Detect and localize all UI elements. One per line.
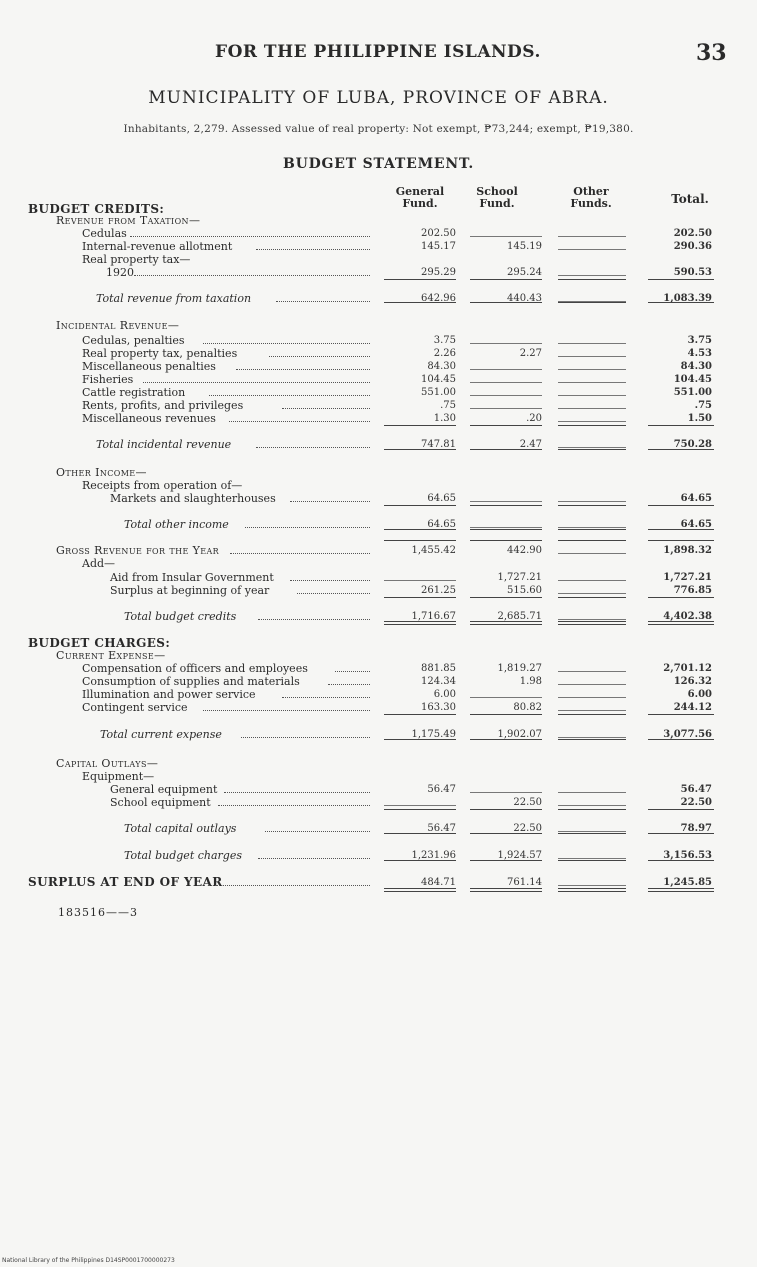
leader-dots <box>335 671 370 672</box>
empty-cell-dash <box>558 369 626 370</box>
sum-rule <box>558 449 626 450</box>
table-row <box>0 584 757 597</box>
sum-rule <box>384 449 456 450</box>
leader-dots <box>282 408 370 409</box>
row-label: School equipment <box>110 796 211 809</box>
empty-cell-dash <box>558 249 626 250</box>
sum-rule <box>648 860 714 861</box>
row-label: Cedulas <box>82 227 127 240</box>
row-label: Incidental Revenue— <box>56 319 180 332</box>
row-label: Surplus at beginning of year <box>110 584 270 597</box>
sum-rule <box>384 860 456 861</box>
sum-rule <box>558 809 626 810</box>
row-label: Gross Revenue for the Year <box>56 544 220 557</box>
empty-cell-dash <box>470 527 542 528</box>
empty-cell-dash <box>558 831 626 832</box>
leader-dots <box>256 447 370 448</box>
cell-total: 1,083.39 <box>663 293 712 304</box>
cell-school: 22.50 <box>513 797 542 808</box>
cell-general: 1.30 <box>433 413 456 424</box>
cell-school: 515.60 <box>507 585 542 596</box>
cell-general: 1,175.49 <box>411 729 456 740</box>
cell-total: 126.32 <box>673 676 712 687</box>
cell-general: 64.65 <box>427 493 456 504</box>
sum-rule <box>558 279 626 280</box>
table-row <box>0 876 757 889</box>
cell-school: 761.14 <box>507 877 542 888</box>
table-row <box>0 479 757 492</box>
cell-general: 642.96 <box>421 293 456 304</box>
table-row <box>0 240 757 253</box>
leader-dots <box>224 792 370 793</box>
cell-general: .75 <box>440 400 456 411</box>
sum-rule <box>470 809 542 810</box>
empty-cell-dash <box>470 697 542 698</box>
empty-cell-dash <box>558 408 626 409</box>
empty-cell-dash <box>470 369 542 370</box>
sum-rule <box>648 739 714 740</box>
sum-rule <box>648 621 714 622</box>
cell-school: 80.82 <box>513 702 542 713</box>
cell-general: 881.85 <box>421 663 456 674</box>
column-header-line: School <box>476 185 518 198</box>
empty-cell-dash <box>558 395 626 396</box>
table-row <box>0 688 757 701</box>
sum-rule <box>648 505 714 506</box>
cell-total: 290.36 <box>673 241 712 252</box>
leader-dots <box>258 619 370 620</box>
table-row <box>0 849 757 862</box>
empty-cell-dash <box>558 593 626 594</box>
leader-dots <box>203 710 370 711</box>
column-header-line: Fund. <box>402 197 438 210</box>
row-label: Real property tax, penalties <box>82 347 238 360</box>
row-label: Illumination and power service <box>82 688 256 701</box>
empty-cell-dash <box>558 275 626 276</box>
table-row <box>0 822 757 835</box>
cell-total: 202.50 <box>673 228 712 239</box>
cell-total: 750.28 <box>673 439 712 450</box>
sum-rule <box>470 425 542 426</box>
row-label: SURPLUS AT END OF YEAR <box>28 875 223 889</box>
sum-rule <box>384 891 456 892</box>
municipality-title: MUNICIPALITY OF LUBA, PROVINCE OF ABRA. <box>148 88 609 108</box>
sum-rule <box>470 529 542 530</box>
cell-general: 56.47 <box>427 823 456 834</box>
sum-rule <box>558 597 626 598</box>
footer-code: 183516——3 <box>58 906 138 919</box>
cell-general: 2.26 <box>433 348 456 359</box>
table-row <box>0 557 757 570</box>
sum-rule <box>384 279 456 280</box>
empty-cell-dash <box>384 580 456 581</box>
row-label: BUDGET CHARGES: <box>28 636 171 650</box>
empty-cell-dash <box>558 382 626 383</box>
sum-rule <box>384 833 456 834</box>
municipality-info-line: Inhabitants, 2,279. Assessed value of real property: Not exempt, ₱73,244; exempt, ₱19,380. <box>123 123 634 135</box>
leader-dots <box>203 343 370 344</box>
leader-dots <box>236 369 370 370</box>
sum-rule <box>470 624 542 625</box>
row-label: Total budget credits <box>124 610 237 623</box>
leader-dots <box>241 737 370 738</box>
empty-cell-dash <box>558 684 626 685</box>
sum-rule <box>648 449 714 450</box>
leader-dots <box>143 382 370 383</box>
empty-cell-dash <box>558 580 626 581</box>
leader-dots <box>258 858 370 859</box>
cell-total: 2,701.12 <box>663 663 712 674</box>
cell-general: 145.17 <box>421 241 456 252</box>
cell-general: 202.50 <box>421 228 456 239</box>
empty-cell-dash <box>558 697 626 698</box>
sum-rule <box>558 714 626 715</box>
sum-rule <box>648 597 714 598</box>
row-label: Real property tax— <box>82 253 191 266</box>
sum-rule <box>384 529 456 530</box>
cell-general: 747.81 <box>421 439 456 450</box>
column-header-line: Funds. <box>570 197 612 210</box>
table-row <box>0 770 757 783</box>
sum-rule <box>648 425 714 426</box>
sum-rule <box>470 739 542 740</box>
leader-dots <box>297 593 370 594</box>
statement-title: BUDGET STATEMENT. <box>282 156 475 172</box>
cell-general: 6.00 <box>433 689 456 700</box>
empty-cell-dash <box>558 527 626 528</box>
cell-general: 163.30 <box>421 702 456 713</box>
cell-school: 145.19 <box>507 241 542 252</box>
empty-cell-dash <box>558 501 626 502</box>
empty-cell-dash <box>558 737 626 738</box>
cell-total: 3,156.53 <box>663 850 712 861</box>
table-row <box>0 438 757 451</box>
row-label: Equipment— <box>82 770 155 783</box>
cell-school: 2.47 <box>519 439 542 450</box>
cell-total: 776.85 <box>673 585 712 596</box>
row-label: Revenue from Taxation— <box>56 214 201 227</box>
sum-rule <box>648 714 714 715</box>
table-row <box>0 373 757 386</box>
table-row <box>0 518 757 531</box>
cell-general: 295.29 <box>421 267 456 278</box>
sum-rule <box>470 302 542 303</box>
sum-rule <box>384 809 456 810</box>
cell-total: 1.50 <box>687 413 712 424</box>
row-label: Contingent service <box>82 701 188 714</box>
cell-general: 124.34 <box>421 676 456 687</box>
table-row <box>0 386 757 399</box>
row-label: 1920 <box>106 266 134 279</box>
sum-rule <box>470 505 542 506</box>
cell-total: 3,077.56 <box>663 729 712 740</box>
cell-school: .20 <box>526 413 542 424</box>
sum-rule <box>470 860 542 861</box>
row-label: General equipment <box>110 783 218 796</box>
empty-cell-dash <box>558 343 626 344</box>
table-row <box>0 675 757 688</box>
sum-rule <box>648 833 714 834</box>
empty-cell-dash <box>558 858 626 859</box>
table-row <box>0 319 757 332</box>
sum-rule <box>558 860 626 861</box>
sum-rule <box>648 891 714 892</box>
leader-dots <box>269 356 370 357</box>
empty-cell-dash <box>558 356 626 357</box>
cell-total: 4,402.38 <box>663 611 712 622</box>
leader-dots <box>282 697 370 698</box>
cell-general: 84.30 <box>427 361 456 372</box>
table-row <box>0 701 757 714</box>
table-row <box>0 757 757 770</box>
cell-general: 56.47 <box>427 784 456 795</box>
table-row <box>0 662 757 675</box>
leader-dots <box>290 580 370 581</box>
table-row <box>0 227 757 240</box>
cell-school: 440.43 <box>507 293 542 304</box>
sum-rule <box>558 425 626 426</box>
table-row <box>0 399 757 412</box>
sum-rule <box>384 739 456 740</box>
table-row <box>0 492 757 505</box>
leader-dots <box>276 301 370 302</box>
cell-total: .75 <box>694 400 712 411</box>
sum-rule <box>384 621 456 622</box>
empty-cell-dash <box>470 395 542 396</box>
sum-rule <box>470 621 542 622</box>
cell-school: 295.24 <box>507 267 542 278</box>
cell-total: 1,245.85 <box>663 877 712 888</box>
table-row <box>0 334 757 347</box>
empty-cell-dash <box>558 236 626 237</box>
row-label: Aid from Insular Government <box>110 571 274 584</box>
row-label: Fisheries <box>82 373 134 386</box>
row-label: Total revenue from taxation <box>96 292 252 305</box>
row-label: Total current expense <box>100 728 222 741</box>
table-row <box>0 649 757 662</box>
table-row <box>0 412 757 425</box>
cell-total: 64.65 <box>680 519 712 530</box>
cell-total: 78.97 <box>680 823 712 834</box>
running-title: FOR THE PHILIPPINE ISLANDS. <box>215 42 541 62</box>
sum-rule <box>558 624 626 625</box>
empty-cell-dash <box>470 382 542 383</box>
row-label: Total other income <box>124 518 229 531</box>
row-label: Total capital outlays <box>124 822 237 835</box>
leader-dots <box>230 553 370 554</box>
empty-cell-dash <box>558 671 626 672</box>
row-label: Consumption of supplies and materials <box>82 675 300 688</box>
table-row <box>0 253 757 266</box>
table-row <box>0 544 757 557</box>
row-label: Current Expense— <box>56 649 166 662</box>
cell-school: 22.50 <box>513 823 542 834</box>
row-label: Capital Outlays— <box>56 757 159 770</box>
sum-rule <box>470 888 542 889</box>
empty-cell-dash <box>384 805 456 806</box>
cell-general: 551.00 <box>421 387 456 398</box>
row-label: Total budget charges <box>124 849 242 862</box>
table-row <box>0 466 757 479</box>
column-header-line: Other <box>573 185 609 198</box>
cell-total: 84.30 <box>680 361 712 372</box>
table-row <box>0 783 757 796</box>
row-label: BUDGET CREDITS: <box>28 202 165 216</box>
sum-rule <box>558 505 626 506</box>
cell-total: 590.53 <box>673 267 712 278</box>
leader-dots <box>265 831 370 832</box>
cell-general: 484.71 <box>421 877 456 888</box>
empty-cell-dash <box>470 236 542 237</box>
table-row <box>0 347 757 360</box>
cell-school: 1,902.07 <box>497 729 542 740</box>
empty-cell-dash <box>558 710 626 711</box>
leader-dots <box>229 421 370 422</box>
row-label: Miscellaneous revenues <box>82 412 216 425</box>
sum-rule <box>384 597 456 598</box>
sum-rule <box>648 624 714 625</box>
row-label: Compensation of officers and employees <box>82 662 308 675</box>
empty-cell-dash <box>558 619 626 620</box>
sum-rule <box>470 891 542 892</box>
cell-school: 1.98 <box>519 676 542 687</box>
cell-total: 1,898.32 <box>663 545 712 556</box>
table-row <box>0 360 757 373</box>
sum-rule <box>648 540 714 541</box>
cell-total: 1,727.21 <box>663 572 712 583</box>
empty-cell-dash <box>470 792 542 793</box>
sum-rule <box>558 529 626 530</box>
sum-rule <box>470 597 542 598</box>
cell-school: 1,924.57 <box>497 850 542 861</box>
sum-rule <box>558 891 626 892</box>
empty-cell-dash <box>558 805 626 806</box>
sum-rule <box>558 302 626 303</box>
cell-total: 551.00 <box>673 387 712 398</box>
leader-dots <box>209 395 370 396</box>
cell-general: 1,455.42 <box>411 545 456 556</box>
cell-total: 6.00 <box>687 689 712 700</box>
row-label: Add— <box>82 557 116 570</box>
empty-cell-dash <box>470 408 542 409</box>
leader-dots <box>245 527 370 528</box>
sum-rule <box>648 279 714 280</box>
sum-rule <box>470 540 542 541</box>
table-row <box>0 292 757 305</box>
row-label: Other Income— <box>56 466 147 479</box>
leader-dots <box>328 684 370 685</box>
cell-total: 244.12 <box>673 702 712 713</box>
table-row <box>0 796 757 809</box>
cell-general: 1,231.96 <box>411 850 456 861</box>
row-label: Total incidental revenue <box>96 438 232 451</box>
sum-rule <box>470 714 542 715</box>
leader-dots <box>208 885 370 886</box>
sum-rule <box>648 888 714 889</box>
empty-cell-dash <box>470 343 542 344</box>
leader-dots <box>134 275 370 276</box>
empty-cell-dash <box>558 421 626 422</box>
cell-general: 104.45 <box>421 374 456 385</box>
row-label: Cattle registration <box>82 386 186 399</box>
cell-general: 64.65 <box>427 519 456 530</box>
sum-rule <box>558 540 626 541</box>
library-credit: National Library of the Philippines D14SP0001700000273 <box>2 1257 175 1264</box>
sum-rule <box>470 449 542 450</box>
cell-school: 2,685.71 <box>497 611 542 622</box>
cell-school: 2.27 <box>519 348 542 359</box>
sum-rule <box>648 529 714 530</box>
row-label: Cedulas, penalties <box>82 334 185 347</box>
sum-rule <box>384 888 456 889</box>
cell-school: 1,727.21 <box>497 572 542 583</box>
cell-general: 261.25 <box>421 585 456 596</box>
cell-general: 1,716.67 <box>411 611 456 622</box>
sum-rule <box>470 833 542 834</box>
leader-dots <box>130 236 370 237</box>
cell-total: 3.75 <box>687 335 712 346</box>
column-header-line: Fund. <box>479 197 515 210</box>
sum-rule <box>648 302 714 303</box>
cell-school: 1,819.27 <box>497 663 542 674</box>
sum-rule <box>384 425 456 426</box>
sum-rule <box>558 833 626 834</box>
row-label: Internal-revenue allotment <box>82 240 233 253</box>
sum-rule <box>384 302 456 303</box>
empty-cell-dash <box>558 885 626 886</box>
cell-total: 56.47 <box>680 784 712 795</box>
cell-general: 3.75 <box>433 335 456 346</box>
table-row <box>0 728 757 741</box>
sum-rule <box>558 739 626 740</box>
row-label: Markets and slaughterhouses <box>110 492 276 505</box>
leader-dots <box>218 805 370 806</box>
leader-dots <box>290 501 370 502</box>
sum-rule <box>558 621 626 622</box>
sum-rule <box>384 714 456 715</box>
page-number: 33 <box>696 40 727 66</box>
cell-school: 442.90 <box>507 545 542 556</box>
column-header-line: General <box>395 185 445 198</box>
sum-rule <box>384 624 456 625</box>
cell-total: 64.65 <box>680 493 712 504</box>
table-row <box>0 610 757 623</box>
row-label: Rents, profits, and privileges <box>82 399 244 412</box>
sum-rule <box>384 505 456 506</box>
table-row <box>0 571 757 584</box>
table-row <box>0 214 757 227</box>
table-row <box>0 266 757 279</box>
cell-total: 22.50 <box>680 797 712 808</box>
sum-rule <box>648 809 714 810</box>
row-label: Receipts from operation of— <box>82 479 243 492</box>
row-label: Miscellaneous penalties <box>82 360 216 373</box>
sum-rule <box>558 888 626 889</box>
cell-total: 104.45 <box>673 374 712 385</box>
empty-cell-dash <box>558 792 626 793</box>
empty-cell-dash <box>470 501 542 502</box>
leader-dots <box>256 249 370 250</box>
empty-cell-dash <box>558 553 626 554</box>
empty-cell-dash <box>558 447 626 448</box>
cell-total: 4.53 <box>687 348 712 359</box>
sum-rule <box>384 540 456 541</box>
column-header-total: Total. <box>671 192 709 206</box>
sum-rule <box>470 279 542 280</box>
